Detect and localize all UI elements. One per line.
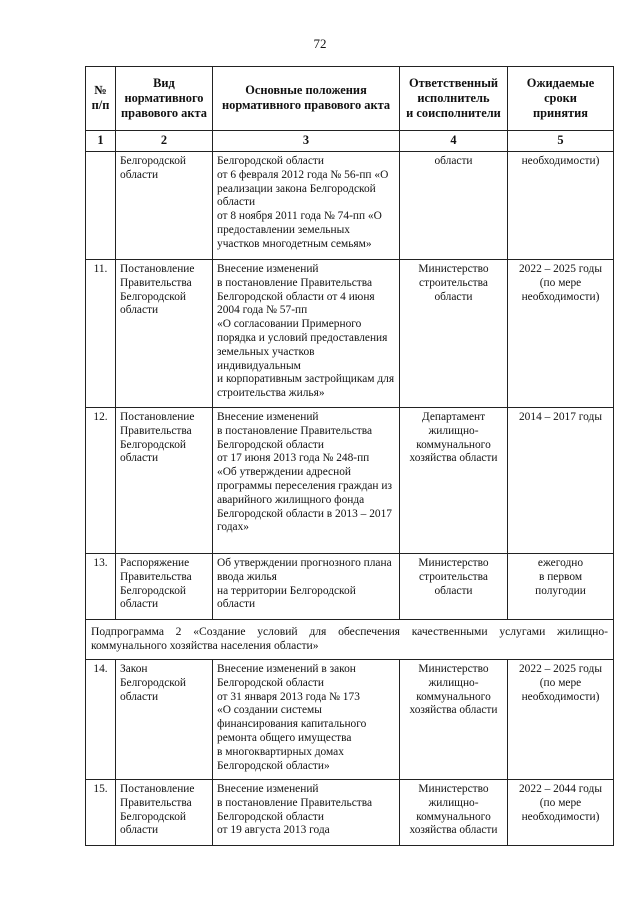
- row-term: 2022 – 2025 годы (по мере необходимости): [508, 260, 614, 408]
- table-row: [86, 408, 614, 554]
- column-number-row: [86, 131, 614, 152]
- row-num: [86, 152, 116, 260]
- row-num: 12.: [86, 408, 116, 554]
- row-num: 14.: [86, 660, 116, 780]
- row-act-type: Постановление Правительства Белгородской области: [116, 260, 213, 408]
- row-term: 2022 – 2044 годы (по мере необходимости): [508, 780, 614, 846]
- row-act-type: Закон Белгородской области: [116, 660, 213, 780]
- row-term: 2022 – 2025 годы (по мере необходимости): [508, 660, 614, 780]
- row-executor: Министерство жилищно- коммунального хозяйства области: [400, 660, 508, 780]
- row-executor: Департамент жилищно- коммунального хозяйства области: [400, 408, 508, 554]
- row-act-type: Белгородской области: [116, 152, 213, 260]
- row-term: 2014 – 2017 годы: [508, 408, 614, 554]
- header-term: Ожидаемые сроки принятия: [508, 67, 614, 131]
- page-number: 72: [313, 36, 327, 51]
- row-executor: Министерство строительства области: [400, 554, 508, 620]
- row-num: 11.: [86, 260, 116, 408]
- row-executor: Министерство строительства области: [400, 260, 508, 408]
- subprogram-row: [86, 620, 614, 660]
- row-term: ежегодно в первом полугодии: [508, 554, 614, 620]
- table-row: [86, 152, 614, 260]
- legal-acts-table: [85, 66, 614, 846]
- row-act-type: Распоряжение Правительства Белгородской области: [116, 554, 213, 620]
- header-num: № п/п: [86, 67, 116, 131]
- header-executor: Ответственный исполнитель и соисполнители: [400, 67, 508, 131]
- row-act-type: Постановление Правительства Белгородской области: [116, 408, 213, 554]
- table-header-row: [86, 67, 614, 131]
- row-executor: Министерство жилищно- коммунального хозяйства области: [400, 780, 508, 846]
- table-row: [86, 780, 614, 846]
- row-provisions: Внесение изменений в постановление Правительства Белгородской области от 4 июня 2004 года № 57-пп «О согласовании Примерного порядка и условий предоставления земельных участков индивидуальным и корпоративным застройщикам для строительства жилья»: [213, 260, 400, 408]
- column-number: 5: [508, 131, 614, 152]
- table-row: [86, 660, 614, 780]
- table-row: [86, 260, 614, 408]
- column-number: 1: [86, 131, 116, 152]
- table-row: [86, 554, 614, 620]
- row-act-type: Постановление Правительства Белгородской области: [116, 780, 213, 846]
- row-provisions: Об утверждении прогнозного плана ввода жилья на территории Белгородской области: [213, 554, 400, 620]
- subprogram-title: Подпрограмма 2 «Создание условий для обеспечения качественными услугами жилищно-коммунального хозяйства населения области»: [86, 620, 614, 660]
- row-provisions: Внесение изменений в закон Белгородской области от 31 января 2013 года № 173 «О создании системы финансирования капитального ремонта общего имущества в многоквартирных домах Белгородской области»: [213, 660, 400, 780]
- column-number: 2: [116, 131, 213, 152]
- row-executor: области: [400, 152, 508, 260]
- row-provisions: Внесение изменений в постановление Правительства Белгородской области от 19 августа 2013 года: [213, 780, 400, 846]
- row-provisions: Внесение изменений в постановление Правительства Белгородской области от 17 июня 2013 года № 248-пп «Об утверждении адресной программы переселения граждан из аварийного жилищного фонда Белгородской области в 2013 – 2017 годах»: [213, 408, 400, 554]
- column-number: 3: [213, 131, 400, 152]
- header-provisions: Основные положения нормативного правового акта: [213, 67, 400, 131]
- header-act-type: Вид нормативного правового акта: [116, 67, 213, 131]
- row-num: 13.: [86, 554, 116, 620]
- row-provisions: Белгородской области от 6 февраля 2012 года № 56-пп «О реализации закона Белгородской области от 8 ноября 2011 года № 74-пп «О предоставлении земельных участков многодетным семьям»: [213, 152, 400, 260]
- row-term: необходимости): [508, 152, 614, 260]
- row-num: 15.: [86, 780, 116, 846]
- column-number: 4: [400, 131, 508, 152]
